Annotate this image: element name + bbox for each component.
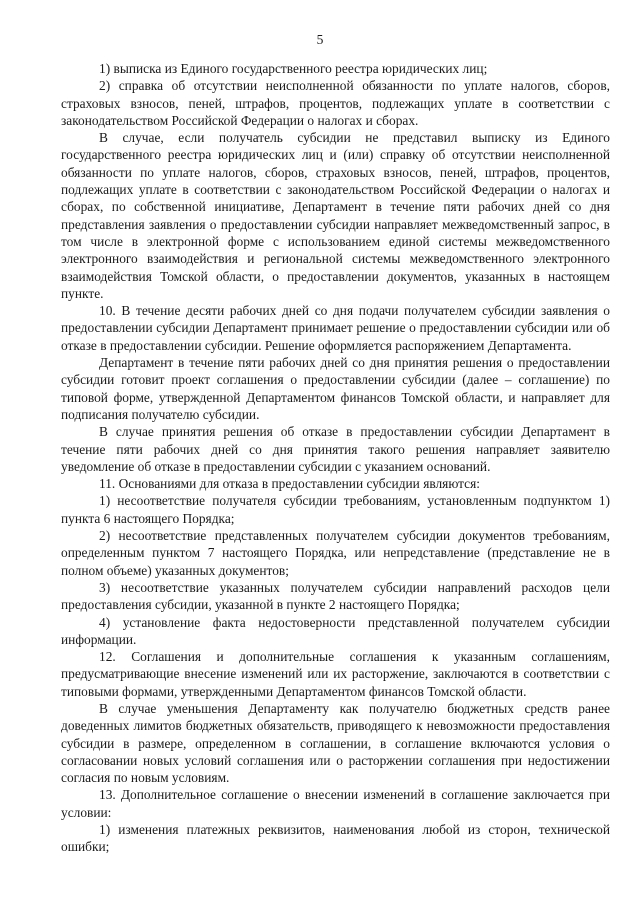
paragraph: 1) выписка из Единого государственного реестра юридических лиц; — [99, 61, 488, 76]
document-body — [61, 60, 610, 856]
paragraph: 3) несоответствие указанных получателем субсидии направлений расходов цели предоставления субсидии, указанной в пункте 2 настоящего Порядка; — [61, 579, 610, 613]
paragraph: 13. Дополнительное соглашение о внесении изменений в соглашение заключается при условии: — [61, 787, 610, 820]
paragraph: 4) установление факта недостоверности представленной получателем субсидии информации. — [61, 614, 610, 647]
paragraph: В случае принятия решения об отказе в предоставлении субсидии Департамент в течение пяти рабочих дней со дня принятия такого решения направляет заявителю уведомление об отказе в предоставлении субсидии с указанием оснований. — [61, 424, 610, 474]
page-number: 5 — [316, 32, 324, 47]
paragraph: Департамент в течение пяти рабочих дней со дня принятия решения о предоставлении субсидии готовит проект соглашения о предоставлении субсидии (далее – соглашение) по типовой форме, утвержденной Департаментом финансов Томской области, и направляет для подписания получателю субсидии. — [61, 355, 610, 422]
paragraph: 11. Основаниями для отказа в предоставлении субсидии являются: — [99, 476, 481, 492]
paragraph: 2) несоответствие представленных получателем субсидии документов требованиям, определенным пунктом 7 настоящего Порядка, или непредставление (представление не в полном объеме) указанных документов; — [61, 528, 610, 578]
paragraph: 12. Соглашения и дополнительные соглашения к указанным соглашениям, предусматривающие внесение изменений или их расторжение, заключаются в соответствии с типовыми формами, утвержденными Департаментом финансов Томской области. — [61, 649, 610, 699]
paragraph: 2) справка об отсутствии неисполненной обязанности по уплате налогов, сборов, страховых взносов, пеней, штрафов, процентов, подлежащих уплате в соответствии с законодательством Российской Федерации о налогах и сборах. — [61, 78, 610, 128]
paragraph: 1) изменения платежных реквизитов, наименования любой из сторон, технической ошибки; — [61, 822, 610, 855]
paragraph: 1) несоответствие получателя субсидии требованиям, установленным подпунктом 1) пункта 6 настоящего Порядка; — [61, 493, 610, 526]
paragraph: В случае уменьшения Департаменту как получателю бюджетных средств ранее доведенных лимитов бюджетных обязательств, приводящего к невозможности предоставления субсидии в размере, определенном в соглашении, в соглашение включаются условия о согласовании новых условий соглашения или о расторжении соглашения при недостижении согласия по новым условиям. — [61, 700, 610, 786]
paragraph: 10. В течение десяти рабочих дней со дня подачи получателем субсидии заявления о предоставлении субсидии Департамент принимает решение о предоставлении субсидии или об отказе в предоставлении субсидии. Решение оформляется распоряжением Департамента. — [61, 303, 610, 353]
paragraph: В случае, если получатель субсидии не представил выписку из Единого государственного реестра юридических лиц и (или) справку об отсутствии неисполненной обязанности по уплате налогов, сборов, страховых взносов, пеней, штрафов, процентов, подлежащих уплате в соответствии с законодательством Российской Федерации о налогах и сборах, по собственной инициативе, Департамент в течение пяти рабочих дней со дня представления заявления о предоставлении субсидии направляет межведомственный запрос, в том числе в электронной форме с использованием единой системы межведомственного электронного взаимодействия и региональной системы межведомственного электронного взаимодействия Томской области, о предоставлении документов, указанных в настоящем пункте. — [61, 130, 610, 301]
